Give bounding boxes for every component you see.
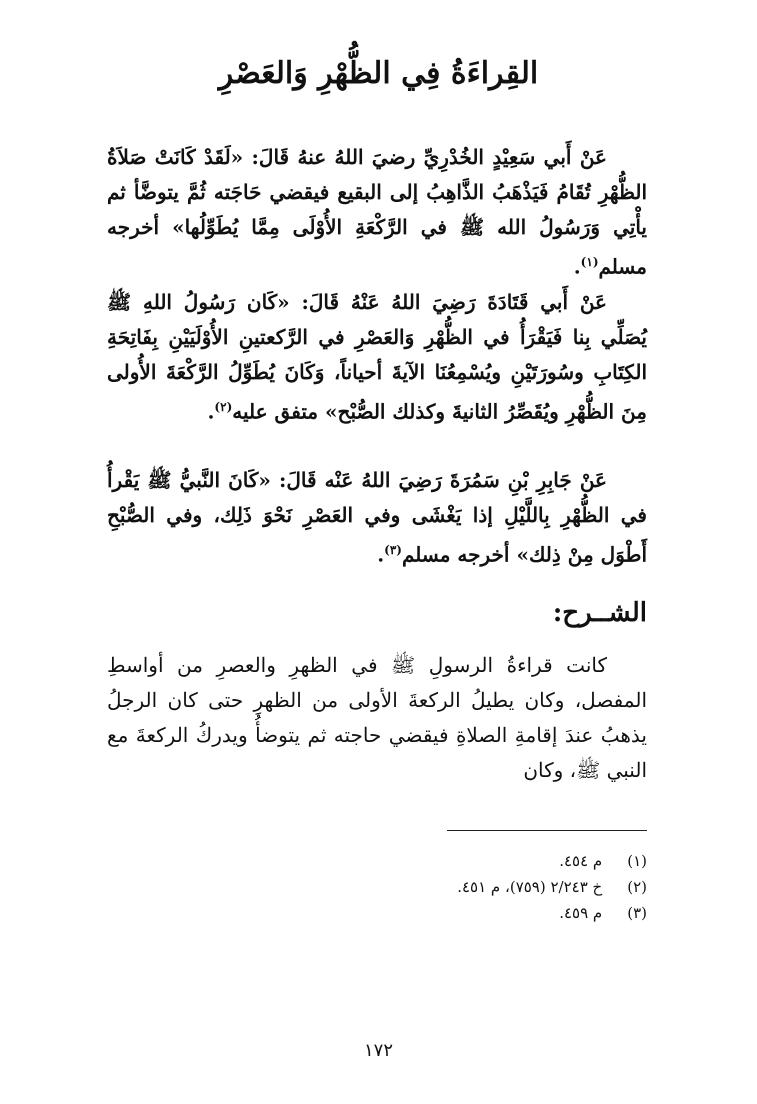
commentary-text: كانت قراءةُ الرسولِ ﷺ في الظهرِ والعصرِ من أواسطِ المفصل، وكان يطيلُ الركعةَ الأولى من الظهرِ حتى كان الرجلُ يذهبُ عندَ إقامةِ الصلاةِ فيقضي حاجته ثم يتوضأُ ويدركُ الركعةَ مع النبي ﷺ، وكان [107, 653, 647, 782]
footnote-1 [107, 848, 647, 874]
footnote-text: خ ٢/٢٤٣ (٧٥٩)، م ٤٥١. [457, 878, 603, 896]
hadith-text: عَنْ جَابِرِ بْنِ سَمُرَةَ رَضِيَ اللهُ عَنْه قَالَ: «كَانَ النَّبيُّ ﷺ يَقْرأُ في الظُّهْرِ بِاللَّيْلِ إذا يَغْشَى وفي العَصْرِ نَحْوَ ذَلِك، وفي الصُّبْحِ أَطْوَل مِنْ ذِلك» أخرجه مسلم$^{(٣)}$. [107, 468, 647, 567]
commentary-paragraph [107, 648, 647, 788]
footnote-2 [107, 874, 647, 900]
footnote-text: م ٤٥٤. [559, 852, 603, 870]
footnote-ref: (١) [580, 255, 599, 269]
commentary-heading: الشــرح: [552, 598, 647, 628]
footnote-number: (١) [627, 852, 647, 870]
hadith-text: عَنْ أَبي قَتَادَةَ رَضِيَ اللهُ عَنْهُ قَالَ: «كَان رَسُولُ اللهِ ﷺ يُصَلِّي بِنا فَيَقْرَأُ في الظُّهْرِ وَالعَصْرِ في الرَّكعتينِ الأُوْلَيَيْنِ بِفَاتِحَةِ الكِتَابِ وسُورَتَيْنِ ويُسْمِعُنَا الآيةَ أحياناً، وَكَانَ يُطَوِّلُ الرَّكْعَةَ الأُولى مِنَ الظُّهْرِ ويُقَصِّرُ الثانيةَ وكذلك الصُّبْح» متفق عليه$^{(٢)}$. [107, 290, 647, 424]
footnote-divider [447, 830, 647, 831]
hadith-paragraph-2 [107, 285, 647, 430]
footnote-ref: (٣) [384, 543, 402, 557]
footnote-ref: (٢) [214, 400, 233, 414]
hadith-body: عَنْ جَابِرِ بْنِ سَمُرَةَ رَضِيَ اللهُ عَنْه قَالَ: «كَانَ النَّبيُّ ﷺ يَقْرأُ في الظُّهْرِ بِاللَّيْلِ إذا يَغْشَى وفي العَصْرِ نَحْوَ ذَلِك، وفي الصُّبْحِ أَطْوَل مِنْ ذِلك» أخرجه مسلم [107, 468, 647, 567]
footnote-number: (٣) [627, 904, 647, 922]
page-number: ١٧٢ [363, 1040, 393, 1061]
hadith-body: عَنْ أَبي قَتَادَةَ رَضِيَ اللهُ عَنْهُ قَالَ: «كَان رَسُولُ اللهِ ﷺ يُصَلِّي بِنا فَيَقْرَأُ في الظُّهْرِ وَالعَصْرِ في الرَّكعتينِ الأُوْلَيَيْنِ بِفَاتِحَةِ الكِتَابِ وسُورَتَيْنِ ويُسْمِعُنَا الآيةَ أحياناً، وَكَانَ يُطَوِّلُ الرَّكْعَةَ الأُولى مِنَ الظُّهْرِ ويُقَصِّرُ الثانيةَ وكذلك الصُّبْح» متفق عليه [107, 290, 647, 424]
hadith-body: عَنْ أَبي سَعِيْدٍ الخُدْرِيِّ رضيَ اللهُ عنهُ قَالَ: «لَقَدْ كَانَتْ صَلاَةُ الظُّهْرِ تُقَامُ فَيَذْهَبُ الذَّاهِبُ إلى البقيع فيقضي حَاجَته ثُمَّ يتوضَّأ ثم يأْتِي وَرَسُولُ الله ﷺ في الرَّكْعَةِ الأُوْلَى مِمَّا يُطَوِّلُها» أخرجه مسلم [107, 145, 647, 279]
hadith-text: عَنْ أَبي سَعِيْدٍ الخُدْرِيِّ رضيَ اللهُ عنهُ قَالَ: «لَقَدْ كَانَتْ صَلاَةُ الظُّهْرِ تُقَامُ فَيَذْهَبُ الذَّاهِبُ إلى البقيع فيقضي حَاجَته ثُمَّ يتوضَّأ ثم يأْتِي وَرَسُولُ الله ﷺ في الرَّكْعَةِ الأُوْلَى مِمَّا يُطَوِّلُها» أخرجه مسلم$^{(١)}$. [107, 145, 647, 279]
hadith-paragraph-1 [107, 140, 647, 285]
hadith-paragraph-3 [107, 463, 647, 573]
footnote-3 [107, 900, 647, 926]
footnote-number: (٢) [627, 878, 647, 896]
page-title: القِراءَةُ فِي الظُّهْرِ وَالعَصْرِ [218, 56, 539, 91]
footnote-text: م ٤٥٩. [559, 904, 603, 922]
